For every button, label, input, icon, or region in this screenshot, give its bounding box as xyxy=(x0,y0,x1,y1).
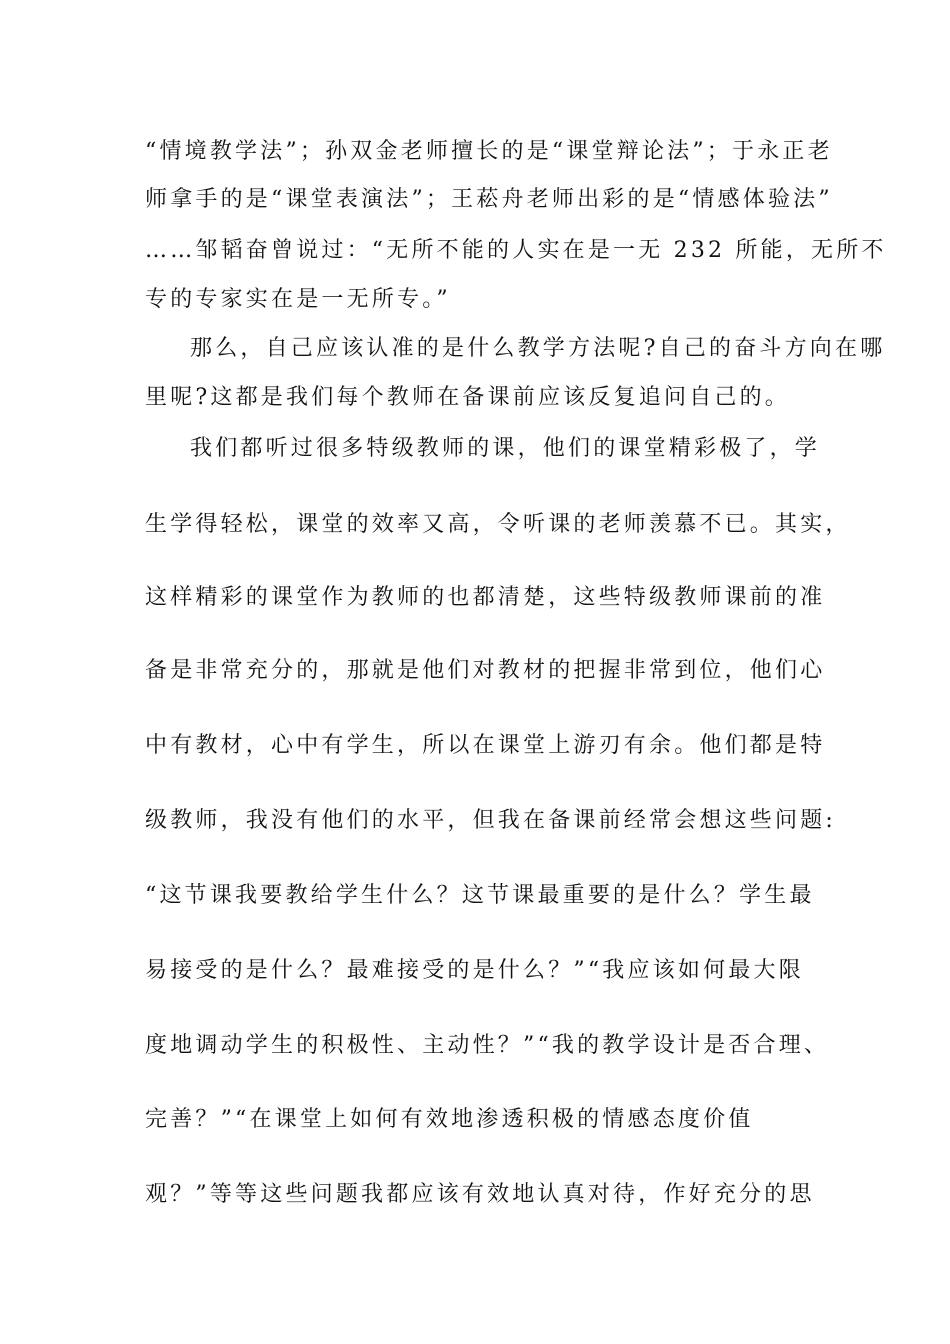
text-line: 度地调动学生的积极性、主动性？”“我的教学设计是否合理、 xyxy=(145,1033,830,1058)
paragraph-first-line: 我们都听过很多特级教师的课，他们的课堂精彩极了，学 xyxy=(190,436,821,461)
text-line: 易接受的是什么？最难接受的是什么？”“我应该如何最大限 xyxy=(145,958,804,983)
text-line: 中有教材，心中有学生，所以在课堂上游刃有余。他们都是特 xyxy=(145,733,826,758)
text-line: 里呢?这都是我们每个教师在备课前应该反复追问自己的。 xyxy=(145,385,790,410)
text-line: ……邹韬奋曾说过：“无所不能的人实在是一无 232 所能，无所不 xyxy=(145,238,887,263)
text-line: 生学得轻松，课堂的效率又高，令听课的老师羡慕不已。其实， xyxy=(145,512,851,537)
text-line: 专的专家实在是一无所专。” xyxy=(145,287,451,312)
text-line: 级教师，我没有他们的水平，但我在备课前经常会想这些问题: xyxy=(145,808,837,833)
text-line: “情境教学法”；孙双金老师擅长的是“课堂辩论法”；于永正老 xyxy=(145,139,833,164)
text-line: 完善？”“在课堂上如何有效地渗透积极的情感态度价值 xyxy=(145,1107,754,1132)
paragraph-first-line: 那么，自己应该认准的是什么教学方法呢?自己的奋斗方向在哪 xyxy=(190,336,886,361)
text-line: “这节课我要教给学生什么？这节课最重要的是什么？学生最 xyxy=(145,883,815,908)
text-line: 师拿手的是“课堂表演法”；王菘舟老师出彩的是“情感体验法” xyxy=(145,187,833,212)
text-line: 观？”等等这些问题我都应该有效地认真对待，作好充分的思 xyxy=(145,1182,815,1207)
text-line: 备是非常充分的，那就是他们对教材的把握非常到位，他们心 xyxy=(145,658,826,683)
text-line: 这样精彩的课堂作为教师的也都清楚，这些特级教师课前的准 xyxy=(145,585,826,610)
